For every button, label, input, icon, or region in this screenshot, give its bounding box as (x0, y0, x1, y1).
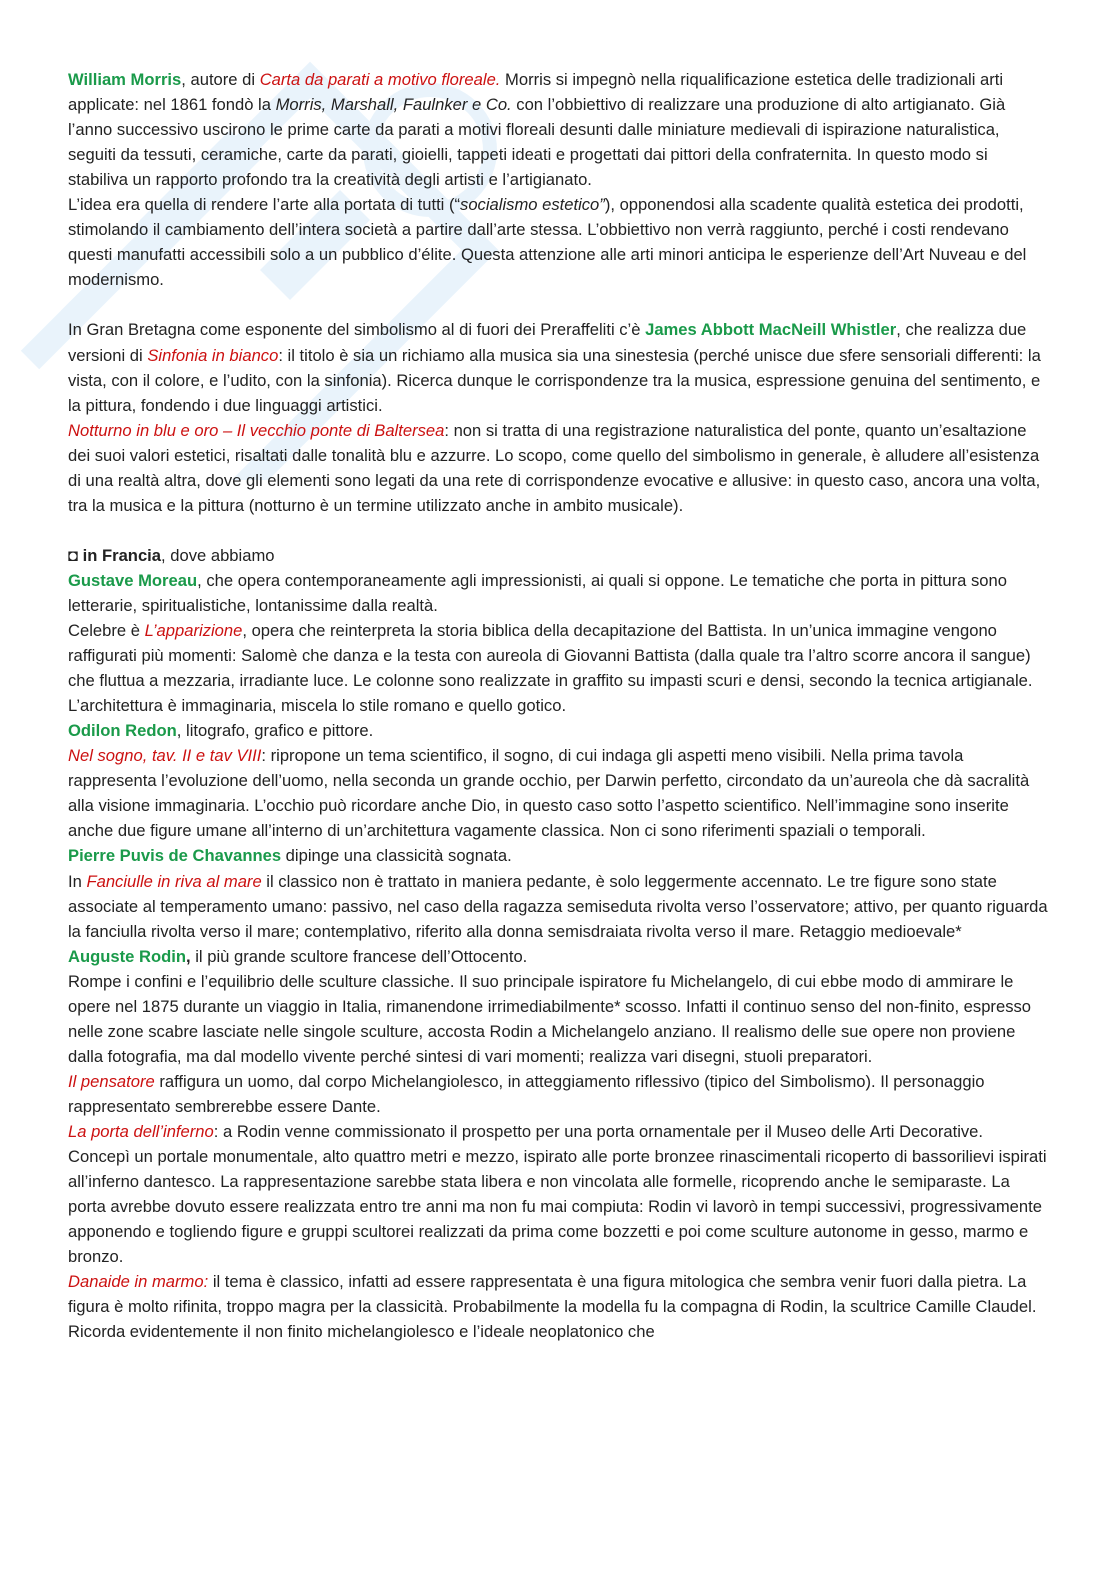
paragraph-nel-sogno: Nel sogno, tav. II e tav VIII: ripropone un tema scientifico, il sogno, di cui indaga gli aspetti meno visibili. Nella prima tavola rappresenta l’evoluzione dell’uomo, nella seconda un grande occhio, per Darwin perfetto, circondato da un’aureola che dà sacralità alla visione immaginaria. L’occhio può ricordare anche Dio, in questo caso sotto l’aspetto scientifico. Nell’immagine sono inserite anche due figure umane all’interno di un’architettura vagamente classica. Non ci sono riferimenti spaziali o temporali. (68, 746, 1030, 841)
section-heading-francia: ◘ in Francia, dove abbiamo (68, 545, 275, 565)
artist-name: Gustave Moreau (68, 570, 198, 590)
paragraph-fanciulle: In Fanciulle in riva al mare il classico non è trattato in maniera pedante, è solo leggermente accennato. Le tre figure sono state associate al temperamento umano: passivo, nel caso della ragazza semiseduta rivolta verso l’osservatore; attivo, per quanto riguarda la fanciulla rivolta verso il mare; contemplativo, riferito alla donna semisdraiata rivolta verso il mare. Retaggio medioevale* (68, 871, 1048, 941)
artwork-title: L’apparizione (144, 621, 243, 641)
document-body (68, 67, 1048, 1344)
company-name: Morris, Marshall, Faulnker e Co. (275, 95, 512, 115)
artist-name: Auguste Rodin (68, 946, 186, 966)
artwork-title: Carta da parati a motivo floreale. (259, 70, 501, 89)
artwork-title: Danaide in marmo: (68, 1272, 209, 1292)
artwork-title: Notturno in blu e oro – Il vecchio ponte di Baltersea (68, 420, 445, 440)
artwork-title: Il pensatore (68, 1071, 155, 1091)
paragraph-rodin: Auguste Rodin, il più grande scultore francese dell’Ottocento. (68, 946, 528, 966)
blank-line (68, 518, 1048, 543)
paragraph-puvis: Pierre Puvis de Chavannes dipinge una classicità sognata. (68, 846, 512, 866)
paragraph-rodin-style: Rompe i confini e l’equilibrio delle sculture classiche. Il suo principale ispiratore fu Michelangelo, di cui ebbe modo di ammirare le opere nel 1875 durante un viaggio in Italia, rimanendone irrimediabilmente* scosso. Infatti il continuo senso del non-finito, espresso nelle zone scabre lasciate nelle singole sculture, accosta Rodin a Michelangelo anziano. Il realismo delle sue opere non proviene dalla fotografia, ma dal modello vivente perché sintesi di vari momenti; realizza vari disegni, stuoli preparatori. (68, 971, 1032, 1066)
artist-name: Pierre Puvis de Chavannes (68, 846, 282, 866)
paragraph-moreau: Gustave Moreau, che opera contemporaneamente agli impressionisti, ai quali si oppone. Le tematiche che porta in pittura sono letterarie, spiritualistiche, lontanissime dalla realtà. (68, 570, 1007, 615)
paragraph-whistler: In Gran Bretagna come esponente del simbolismo al di fuori dei Preraffeliti c’è James Abbott MacNeill Whistler, che realizza due versioni di Sinfonia in bianco: il titolo è sia un richiamo alla musica sia una sinestesia (perché unisce due sfere sensoriali differenti: la vista, con il colore, e l’udito, con la sinfonia). Ricerca dunque le corrispondenze tra la musica, espressione genuina del sentimento, e la pittura, fondendo i due linguaggi artistici. (68, 320, 1041, 415)
blank-line (68, 292, 1048, 317)
paragraph-morris: William Morris, autore di Carta da parati a motivo floreale. Morris si impegnò nella riqualificazione estetica delle tradizionali arti applicate: nel 1861 fondò la Morris, Marshall, Faulnker e Co. con l’obbiettivo di realizzare una produzione di alto artigianato. Già l’anno successivo uscirono le prime carte da parati a motivi floreali desunti dalle miniature medievali di ispirazione naturalistica, seguiti da tessuti, ceramiche, carte da parati, gioielli, tappeti ideati e progettati dai pittori della confraternita. In questo modo si stabiliva un rapporto profondo tra la creatività degli artisti e l’artigianato. (68, 70, 1006, 190)
paragraph-pensatore: Il pensatore raffigura un uomo, dal corpo Michelangiolesco, in atteggiamento riflessivo (tipico del Simbolismo). Il personaggio rappresentato sembrerebbe essere Dante. (68, 1071, 985, 1116)
artwork-title: Nel sogno, tav. II e tav VIII (68, 746, 262, 766)
paragraph-notturno: Notturno in blu e oro – Il vecchio ponte di Baltersea: non si tratta di una registrazione naturalistica del ponte, quanto un’esaltazione dei suoi valori estetici, risaltati dalle tonalità blu e azzurre. Lo scopo, come quello del simbolismo in generale, è alludere all’esistenza di una realtà altra, dove gli elementi sono legati da una rete di corrispondenze evocative e allusive: in questo caso, ancora una volta, tra la musica e la pittura (notturno è un termine utilizzato anche in ambito musicale). (68, 420, 1041, 515)
artwork-title: La porta dell’inferno (68, 1121, 214, 1141)
section-bullet: ◘ in Francia (68, 545, 162, 565)
paragraph-redon: Odilon Redon, litografo, grafico e pittore. (68, 721, 374, 741)
paragraph-danaide: Danaide in marmo: il tema è classico, infatti ad essere rappresentata è una figura mitologica che sembra venir fuori dalla pietra. La figura è molto rifinita, troppo magra per la classicità. Probabilmente la modella fu la compagna di Rodin, la scultrice Camille Claudel. Ricorda evidentemente il non finito michelangiolesco e l’ideale neoplatonico che (68, 1272, 1037, 1342)
paragraph-porta-inferno: La porta dell’inferno: a Rodin venne commissionato il prospetto per una porta ornamentale per il Museo delle Arti Decorative. Concepì un portale monumentale, alto quattro metri e mezzo, ispirato alle porte bronzee rinascimentali ricoperto di bassorilievi ispirati all’inferno dantesco. La rappresentazione sarebbe stata libera e non vincolata alle formelle, ricoprendo anche le semiparaste. La porta avrebbe dovuto essere realizzata entro tre anni ma non fu mai compiuta: Rodin vi lavorò in tempi successivi, progressivamente apponendo e togliendo figure e gruppi scultorei realizzati da prima come bozzetti e poi come sculture autonome in gesso, marmo e bronzo. (68, 1121, 1047, 1267)
artist-name: James Abbott MacNeill Whistler (645, 320, 897, 340)
artwork-title: Fanciulle in riva al mare (86, 871, 262, 891)
artwork-title: Sinfonia in bianco (147, 345, 279, 365)
paragraph-apparizione: Celebre è L’apparizione, opera che reinterpreta la storia biblica della decapitazione del Battista. In un’unica immagine vengono raffigurati più momenti: Salomè che danza e la testa con aureola di Giovanni Battista (dalla quale tra l’altro scorre ancora il sangue) che fluttua a mezzaria, irradiante luce. Le colonne sono realizzate in graffito su impasti scuri e densi, secondo la tecnica artigianale. L’architettura è immaginaria, miscela lo stile romano e quello gotico. (68, 621, 1033, 716)
artist-name: William Morris (68, 70, 182, 89)
paragraph-socialismo: L’idea era quella di rendere l’arte alla portata di tutti (“socialismo estetico”), opponendosi alla scadente qualità estetica dei prodotti, stimolando il cambiamento dell’intera società a partire dall’arte stessa. L’obbiettivo non verrà raggiunto, perché i costi rendevano questi manufatti accessibili solo a un pubblico d’élite. Questa attenzione alle arti minori anticipa le esperienze dell’Art Nuveau e del modernismo. (68, 195, 1027, 290)
quote-term: socialismo estetico” (460, 195, 605, 215)
artist-name: Odilon Redon (68, 721, 177, 741)
